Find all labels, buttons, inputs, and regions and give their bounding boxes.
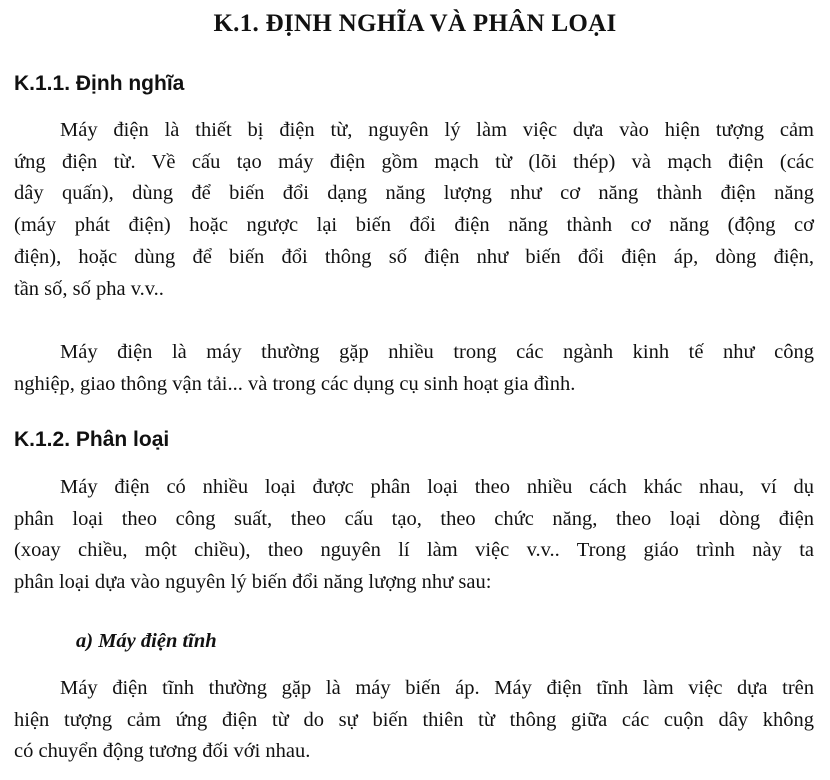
section-heading-classification: K.1.2. Phân loại xyxy=(14,428,170,451)
text-line: (xoay chiều, một chiều), theo nguyên lí làm việc v.v.. Trong giáo trình này ta xyxy=(14,539,814,562)
text-line: phân loại dựa vào nguyên lý biến đổi năng lượng như sau: xyxy=(14,571,492,594)
text-line: Máy điện là thiết bị điện từ, nguyên lý làm việc dựa vào hiện tượng cảm xyxy=(60,119,814,141)
paragraph-definition-1 xyxy=(14,115,814,305)
text-line: có chuyển động tương đối với nhau. xyxy=(14,740,311,763)
text-line: Máy điện tĩnh thường gặp là máy biến áp. Máy điện tĩnh làm việc dựa trên xyxy=(60,677,814,699)
chapter-title: K.1. ĐỊNH NGHĨA VÀ PHÂN LOẠI xyxy=(213,10,617,37)
subheading-static-machine: a) Máy điện tĩnh xyxy=(76,630,217,652)
text-line: dây quấn), dùng để biến đổi dạng năng lượng như cơ năng thành điện năng xyxy=(14,182,814,205)
text-line: ứng điện từ. Về cấu tạo máy điện gồm mạch từ (lõi thép) và mạch điện (các xyxy=(14,150,814,173)
text-line: điện), hoặc dùng để biến đổi thông số điện như biến đổi điện áp, dòng điện, xyxy=(14,245,814,268)
section-heading-definition: K.1.1. Định nghĩa xyxy=(14,72,185,95)
text-line: tần số, số pha v.v.. xyxy=(14,277,164,300)
paragraph-static-machine xyxy=(14,673,814,768)
text-line: phân loại theo công suất, theo cấu tạo, theo chức năng, theo loại dòng điện xyxy=(14,507,814,530)
text-line: (máy phát điện) hoặc ngược lại biến đổi điện năng thành cơ năng (động cơ xyxy=(14,214,814,237)
paragraph-classification-1 xyxy=(14,472,814,599)
text-line: hiện tượng cảm ứng điện từ do sự biến thiên từ thông giữa các cuộn dây không xyxy=(14,708,814,731)
text-line: Máy điện có nhiều loại được phân loại theo nhiều cách khác nhau, ví dụ xyxy=(60,476,814,498)
text-line: Máy điện là máy thường gặp nhiều trong các ngành kinh tế như công xyxy=(60,341,814,363)
paragraph-definition-2 xyxy=(14,337,814,400)
text-line: nghiệp, giao thông vận tải... và trong các dụng cụ sinh hoạt gia đình. xyxy=(14,372,576,395)
